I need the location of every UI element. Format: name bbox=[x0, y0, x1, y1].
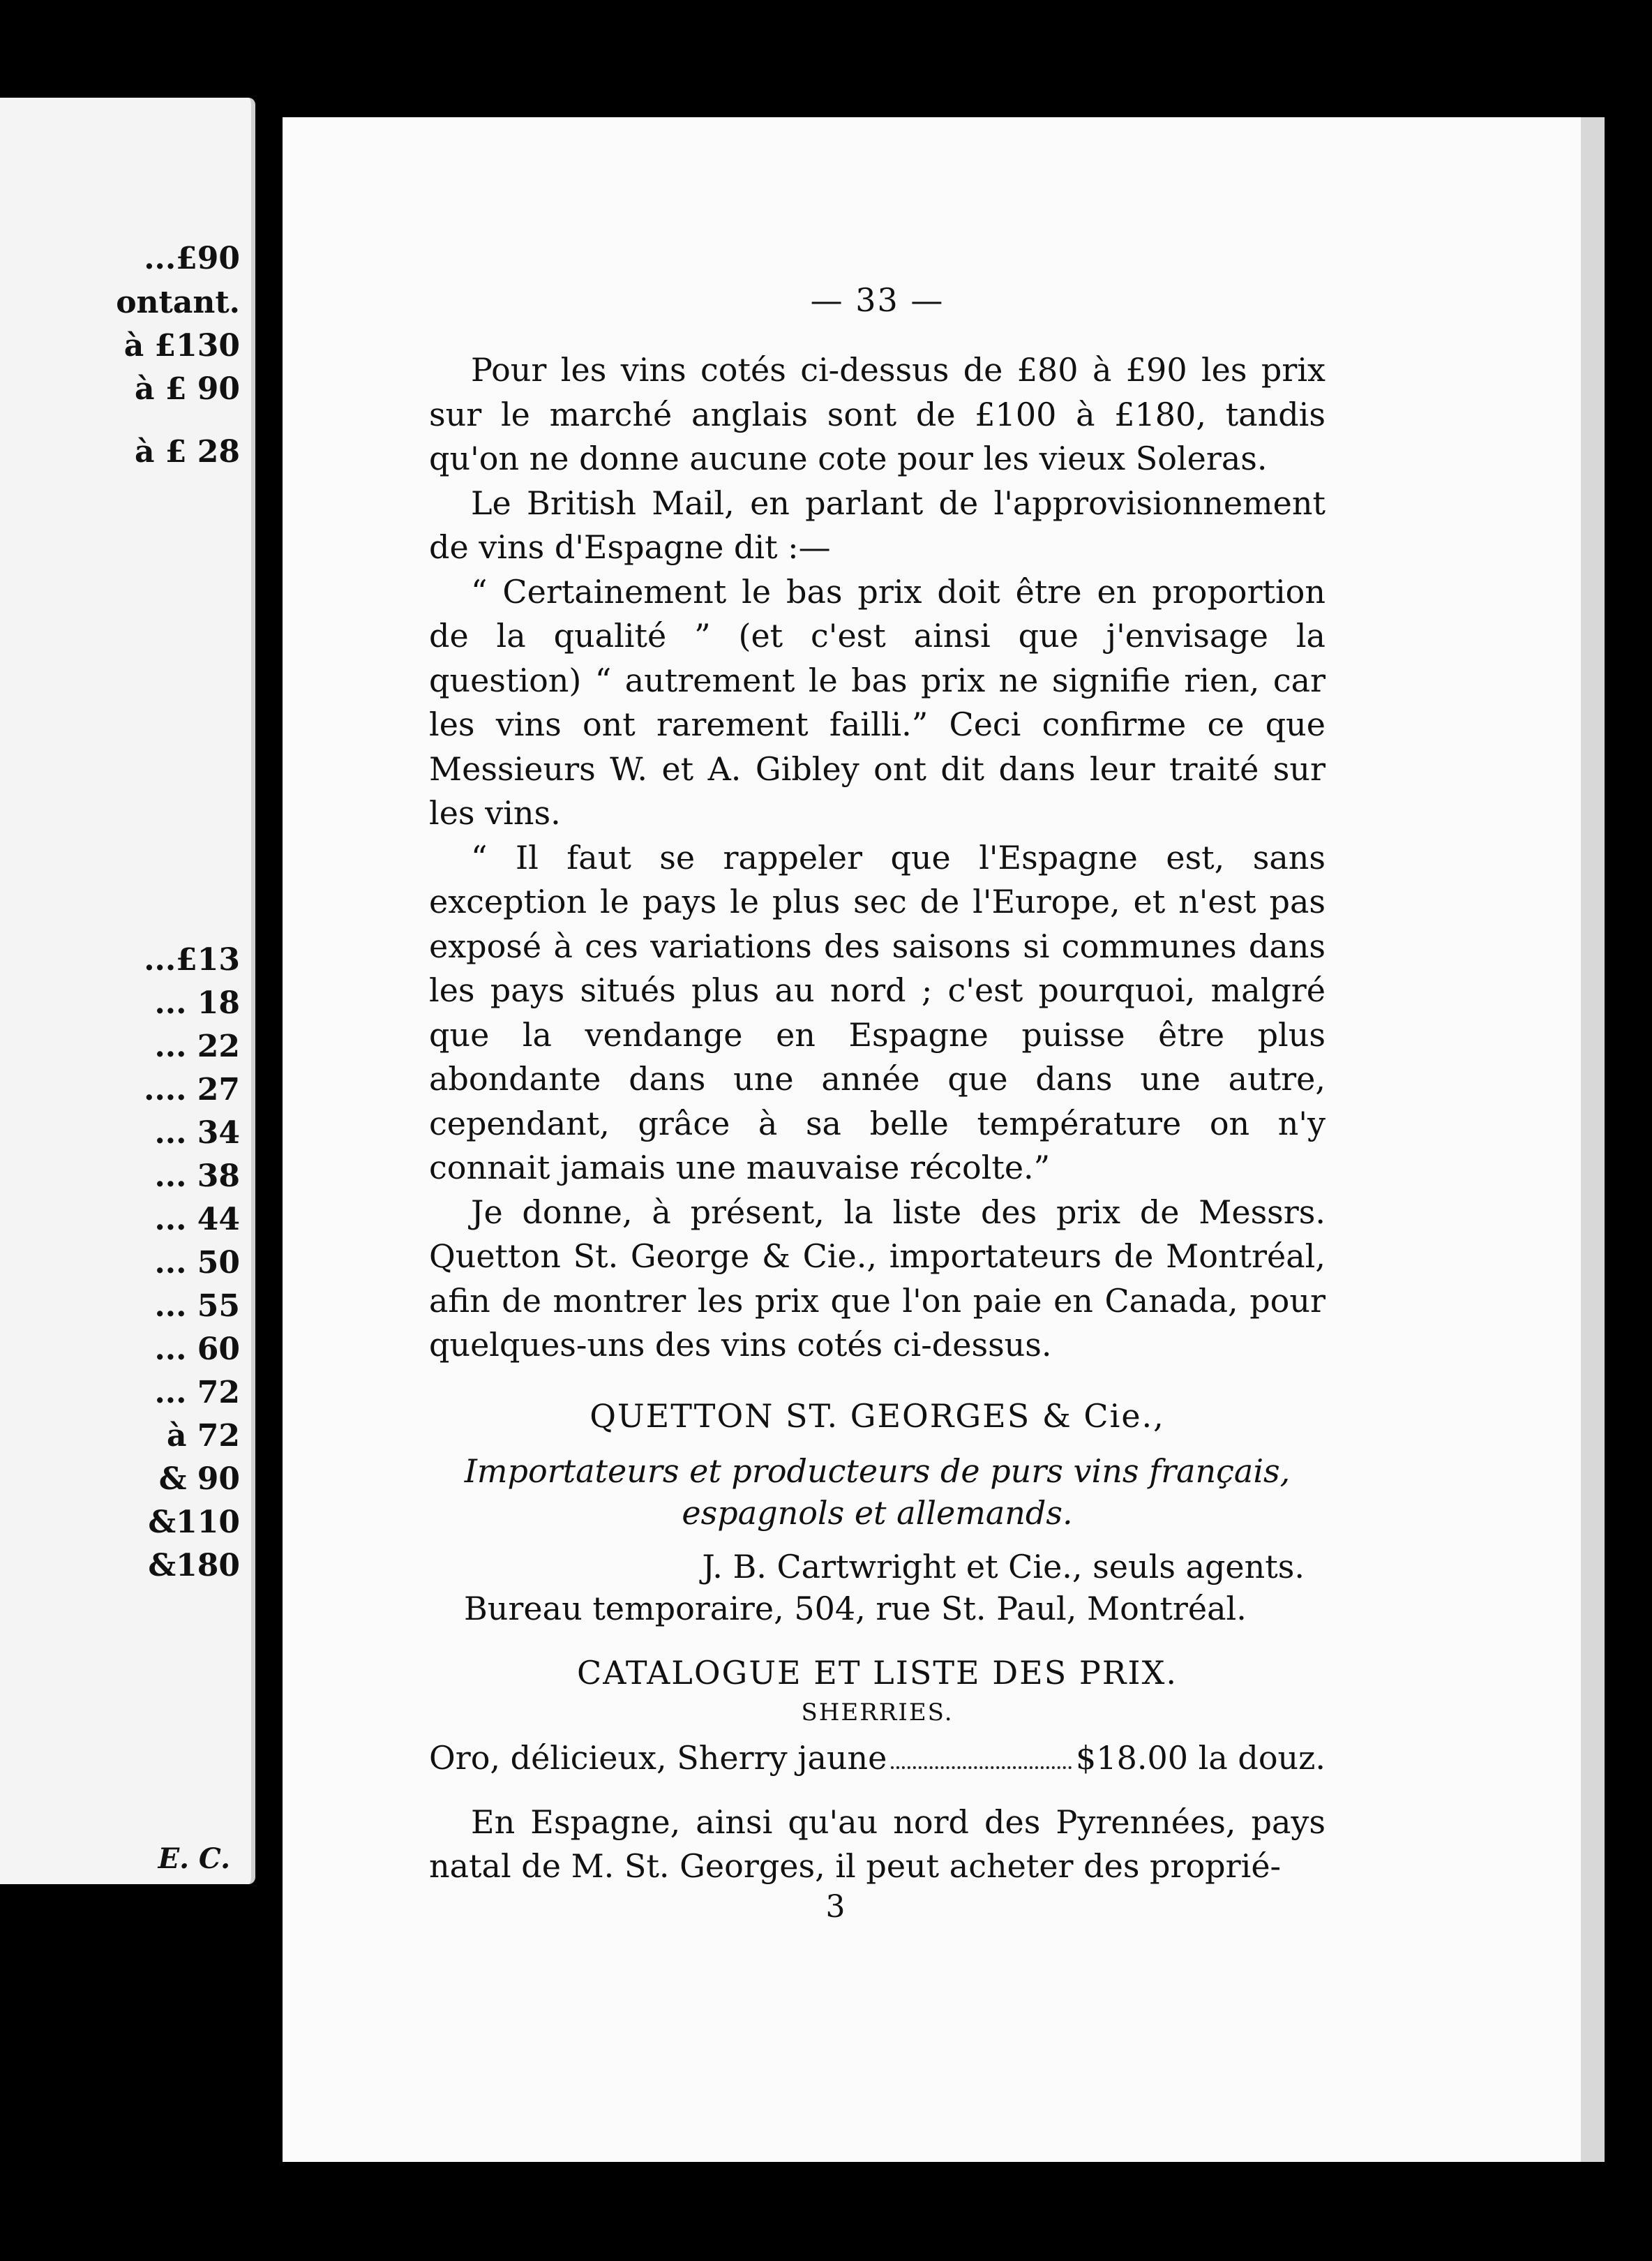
wine-price: $18.00 la douz. bbox=[1076, 1738, 1326, 1777]
previous-page-line: à £ 90 bbox=[135, 371, 240, 407]
price-list-row bbox=[429, 1739, 1326, 1777]
previous-page-line: ... 72 bbox=[154, 1375, 240, 1410]
previous-page-line: ... 60 bbox=[154, 1331, 240, 1367]
agents-line: J. B. Cartwright et Cie., seuls agents. bbox=[702, 1547, 1305, 1585]
previous-page-line: & 90 bbox=[158, 1461, 240, 1497]
previous-page-fragment bbox=[0, 98, 255, 1884]
previous-page-line: ... 18 bbox=[154, 985, 240, 1021]
previous-page-line: ontant. bbox=[116, 285, 240, 320]
previous-page-line: &180 bbox=[148, 1548, 240, 1583]
page-number: — 33 — bbox=[810, 281, 945, 319]
closing-paragraph: En Espagne, ainsi qu'au nord des Pyrennées, pays natal de M. St. Georges, il peut acheter des proprié- bbox=[429, 1803, 1326, 1885]
section-heading-sherries: SHERRIES. bbox=[801, 1698, 954, 1726]
firm-heading: QUETTON ST. GEORGES & Cie., bbox=[590, 1396, 1165, 1435]
previous-page-line: ... 38 bbox=[154, 1158, 240, 1194]
previous-page-line: à 72 bbox=[166, 1418, 240, 1454]
firm-description: Importateurs et producteurs de purs vins français, espagnols et allemands. bbox=[464, 1452, 1291, 1532]
previous-page-line: à £ 28 bbox=[135, 434, 240, 470]
previous-page-line: ... 44 bbox=[154, 1202, 240, 1237]
previous-page-line: ... 55 bbox=[154, 1288, 240, 1324]
signature-mark: 3 bbox=[825, 1888, 846, 1925]
paragraph-4: “ Il faut se rappeler que l'Espagne est, sans exception le pays le plus sec de l'Europe, et n'est pas exposé à ces variations des saisons si communes dans les pays situés plus au nord ; c'est pourquoi, malgré que la vendange en Espagne puisse être plus abondante dans une année que dans une autre, cependant, grâce à sa belle température on n'y connait jamais une mauvaise récolte.” bbox=[429, 838, 1326, 1186]
previous-page-line: ...£13 bbox=[144, 942, 240, 978]
previous-page-line: .... 27 bbox=[144, 1072, 240, 1107]
previous-page-line: ... 34 bbox=[154, 1115, 240, 1151]
catalogue-heading: CATALOGUE ET LISTE DES PRIX. bbox=[577, 1653, 1178, 1692]
dot-leader bbox=[891, 1766, 1072, 1769]
paragraph-2: Le British Mail, en parlant de l'approvisionnement de vins d'Espagne dit :— bbox=[429, 484, 1326, 566]
previous-page-signature: E. C. bbox=[158, 1842, 230, 1875]
page-content bbox=[429, 281, 1326, 1925]
previous-page-line: ... 22 bbox=[154, 1029, 240, 1064]
previous-page-line: ...£90 bbox=[144, 241, 240, 276]
previous-page-line: ... 50 bbox=[154, 1245, 240, 1281]
paragraph-1: Pour les vins cotés ci-dessus de £80 à £90 les prix sur le marché anglais sont de £100 à £180, tandis qu'on ne donne aucune cote pour les vieux Soleras. bbox=[429, 351, 1326, 477]
previous-page-line: à £130 bbox=[123, 328, 240, 364]
page bbox=[283, 117, 1605, 2162]
wine-name: Oro, délicieux, Sherry jaune bbox=[429, 1738, 887, 1777]
bureau-address: Bureau temporaire, 504, rue St. Paul, Montréal. bbox=[464, 1589, 1247, 1627]
paragraph-3: “ Certainement le bas prix doit être en proportion de la qualité ” (et c'est ainsi que j'envisage la question) “ autrement le bas prix ne signifie rien, car les vins ont rarement failli.” Ceci confirme ce que Messieurs W. et A. Gibley ont dit dans leur traité sur les vins. bbox=[429, 572, 1326, 832]
paragraph-5: Je donne, à présent, la liste des prix de Messrs. Quetton St. George & Cie., importateurs de Montréal, afin de montrer les prix que l'on paie en Canada, pour quelques-uns des vins cotés ci-dessus. bbox=[429, 1193, 1326, 1364]
previous-page-line: &110 bbox=[148, 1505, 240, 1540]
